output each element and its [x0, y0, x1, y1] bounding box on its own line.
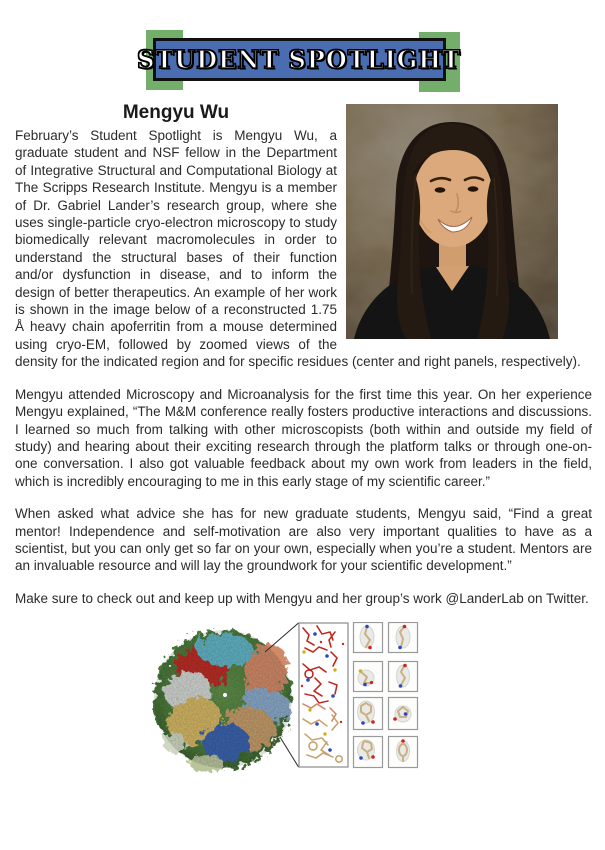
cryoem-figure-svg: [145, 622, 425, 780]
student-spotlight-banner: [137, 30, 461, 92]
residue-density-cell: [354, 737, 383, 768]
article-content: [15, 102, 592, 782]
residue-density-cell: [389, 662, 418, 692]
twitter-paragraph: Make sure to check out and keep up with Mengyu and her group’s work @LanderLab on Twitter.: [15, 590, 589, 606]
eye: [435, 187, 446, 192]
apoferritin-reconstruction: [154, 630, 295, 772]
portrait-photo: [346, 104, 558, 339]
eye: [468, 186, 479, 191]
residue-density-grid: [354, 623, 418, 768]
residue-density-cell: [354, 698, 383, 730]
newsletter-page: [0, 30, 605, 850]
intro-paragraph: February’s Student Spotlight is Mengyu Wu, a graduate student and NSF fellow in the Department of Integrative Structural and Computational Biology at The Scripps Research Institute. Mengyu is a member of Dr. Gabriel Lander’s research group, where she uses single-particle cryo-electron microscopy to study biomedically relevant macromolecules in order to understand the structural bases of their function and/or dysfunction in disease, and to inform the design of better therapeutics. An example of her work is shown in the image below of a reconstructed 1.75 Å heavy chain apoferritin from a mouse determined using cryo-EM, followed by zoomed views of the density for the indicated region and for specific residues (center and right panels, respectively).: [15, 128, 581, 370]
banner-blue-box: [137, 38, 461, 81]
conference-paragraph: Mengyu attended Microscopy and Microanalysis for the first time this year. On her experience Mengyu explained, “The M&M conference really fosters productive interactions and discussions. I learned so much from talking with other microscopists (both within and outside my field of study) and hearing about their exciting research through the platform talks or through one-on-one conversation. I also got valuable feedback about my own work from leaders in the field, which is incredibly encouraging to me in this early stage of my scientific career.”: [15, 386, 592, 489]
residue-density-cell: [389, 698, 418, 730]
residue-density-cell: [389, 737, 418, 768]
zoom-line-top: [265, 623, 299, 652]
article-title: Mengyu Wu: [122, 102, 230, 123]
zoom-line-bottom: [280, 737, 299, 767]
residue-density-cell: [389, 623, 418, 653]
residue-density-cell: [354, 662, 383, 692]
zoomed-density-panel: [299, 623, 348, 767]
banner-title: STUDENT SPOTLIGHT: [137, 45, 461, 74]
advice-paragraph: When asked what advice she has for new graduate students, Mengyu said, “Find a great mentor! Independence and self-motivation are also very important qualities to have as a scientist, but you can only get so far on your own, especially when you’re a student. Mentors are an invaluable resource and will lay the groundwork for your scientific development.”: [15, 506, 592, 574]
residue-density-cell: [354, 623, 383, 653]
cryoem-figure: [15, 622, 592, 782]
